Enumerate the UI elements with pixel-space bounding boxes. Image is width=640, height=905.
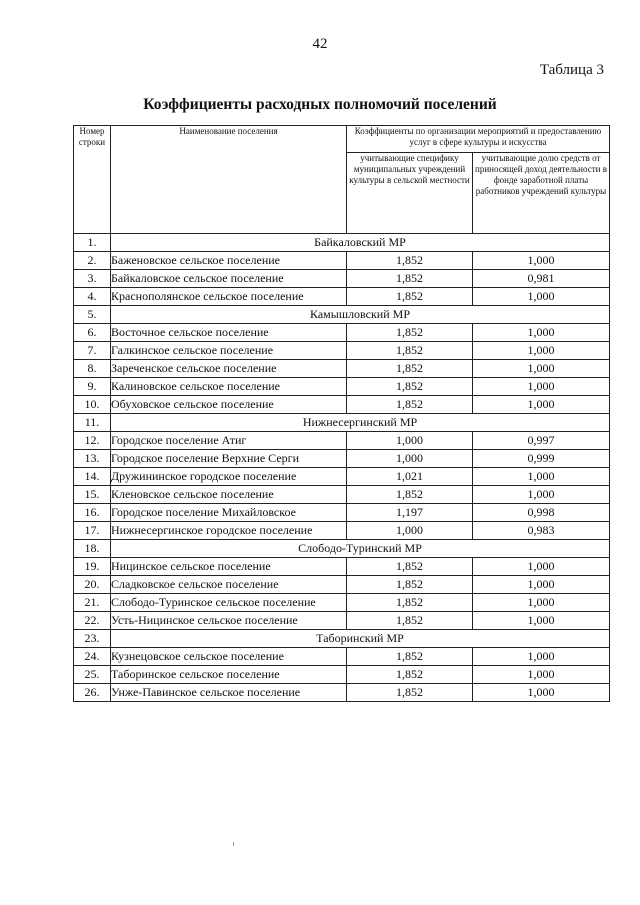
settlement-name: Усть-Ницинское сельское поселение bbox=[111, 612, 347, 630]
scan-mark bbox=[233, 842, 234, 846]
table-label: Таблица 3 bbox=[539, 62, 604, 78]
table-row bbox=[74, 450, 610, 468]
row-number: 5. bbox=[74, 306, 111, 324]
row-number: 13. bbox=[74, 450, 111, 468]
rural-coefficient: 1,852 bbox=[347, 360, 473, 378]
rural-coefficient: 1,852 bbox=[347, 378, 473, 396]
income-coefficient: 1,000 bbox=[473, 486, 610, 504]
rural-coefficient: 1,852 bbox=[347, 594, 473, 612]
district-row bbox=[74, 414, 610, 432]
rural-coefficient: 1,852 bbox=[347, 324, 473, 342]
rural-coefficient: 1,852 bbox=[347, 558, 473, 576]
settlement-name: Городское поселение Михайловское bbox=[111, 504, 347, 522]
table-body bbox=[74, 234, 610, 702]
rural-coefficient: 1,852 bbox=[347, 252, 473, 270]
settlement-name: Байкаловское сельское поселение bbox=[111, 270, 347, 288]
row-number: 10. bbox=[74, 396, 111, 414]
header-row-top bbox=[74, 126, 610, 153]
district-row bbox=[74, 540, 610, 558]
row-number: 14. bbox=[74, 468, 111, 486]
header-coefficients-group: Коэффициенты по организации мероприятий и предоставлению услуг в сфере культуры и искусства bbox=[347, 126, 610, 153]
settlement-name: Таборинское сельское поселение bbox=[111, 666, 347, 684]
row-number: 9. bbox=[74, 378, 111, 396]
income-coefficient: 1,000 bbox=[473, 360, 610, 378]
rural-coefficient: 1,852 bbox=[347, 576, 473, 594]
income-coefficient: 1,000 bbox=[473, 558, 610, 576]
income-coefficient: 0,997 bbox=[473, 432, 610, 450]
table-row bbox=[74, 684, 610, 702]
row-number: 20. bbox=[74, 576, 111, 594]
row-number: 2. bbox=[74, 252, 111, 270]
settlement-name: Городское поселение Верхние Серги bbox=[111, 450, 347, 468]
settlement-name: Калиновское сельское поселение bbox=[111, 378, 347, 396]
table-row bbox=[74, 288, 610, 306]
settlement-name: Слободо-Туринское сельское поселение bbox=[111, 594, 347, 612]
row-number: 18. bbox=[74, 540, 111, 558]
income-coefficient: 0,999 bbox=[473, 450, 610, 468]
rural-coefficient: 1,852 bbox=[347, 684, 473, 702]
header-row-number: Номер строки bbox=[74, 126, 111, 234]
settlement-name: Восточное сельское поселение bbox=[111, 324, 347, 342]
rural-coefficient: 1,852 bbox=[347, 648, 473, 666]
table-row bbox=[74, 612, 610, 630]
rural-coefficient: 1,852 bbox=[347, 396, 473, 414]
row-number: 1. bbox=[74, 234, 111, 252]
header-settlement-name: Наименование поселения bbox=[111, 126, 347, 234]
income-coefficient: 1,000 bbox=[473, 666, 610, 684]
rural-coefficient: 1,852 bbox=[347, 666, 473, 684]
settlement-name: Нижнесергинское городское поселение bbox=[111, 522, 347, 540]
row-number: 12. bbox=[74, 432, 111, 450]
income-coefficient: 1,000 bbox=[473, 396, 610, 414]
row-number: 19. bbox=[74, 558, 111, 576]
settlement-name: Кленовское сельское поселение bbox=[111, 486, 347, 504]
district-name: Байкаловский МР bbox=[111, 234, 610, 252]
settlement-name: Дружининское городское поселение bbox=[111, 468, 347, 486]
income-coefficient: 1,000 bbox=[473, 342, 610, 360]
rural-coefficient: 1,000 bbox=[347, 432, 473, 450]
rural-coefficient: 1,852 bbox=[347, 342, 473, 360]
district-row bbox=[74, 234, 610, 252]
rural-coefficient: 1,021 bbox=[347, 468, 473, 486]
district-row bbox=[74, 306, 610, 324]
header-rural-specifics: учитывающие специфику муниципальных учреждений культуры в сельской местности bbox=[347, 153, 473, 234]
row-number: 4. bbox=[74, 288, 111, 306]
income-coefficient: 0,998 bbox=[473, 504, 610, 522]
income-coefficient: 1,000 bbox=[473, 324, 610, 342]
coefficients-table bbox=[73, 125, 610, 702]
settlement-name: Галкинское сельское поселение bbox=[111, 342, 347, 360]
district-name: Нижнесергинский МР bbox=[111, 414, 610, 432]
row-number: 21. bbox=[74, 594, 111, 612]
income-coefficient: 1,000 bbox=[473, 594, 610, 612]
settlement-name: Городское поселение Атиг bbox=[111, 432, 347, 450]
table-row bbox=[74, 558, 610, 576]
income-coefficient: 0,981 bbox=[473, 270, 610, 288]
rural-coefficient: 1,852 bbox=[347, 270, 473, 288]
page-number: 42 bbox=[312, 36, 328, 52]
settlement-name: Краснополянское сельское поселение bbox=[111, 288, 347, 306]
table-row bbox=[74, 648, 610, 666]
income-coefficient: 1,000 bbox=[473, 288, 610, 306]
income-coefficient: 1,000 bbox=[473, 648, 610, 666]
rural-coefficient: 1,852 bbox=[347, 486, 473, 504]
income-coefficient: 1,000 bbox=[473, 684, 610, 702]
table-header bbox=[74, 126, 610, 234]
row-number: 8. bbox=[74, 360, 111, 378]
settlement-name: Сладковское сельское поселение bbox=[111, 576, 347, 594]
row-number: 16. bbox=[74, 504, 111, 522]
table-row bbox=[74, 270, 610, 288]
income-coefficient: 1,000 bbox=[473, 576, 610, 594]
income-coefficient: 1,000 bbox=[473, 252, 610, 270]
table-row bbox=[74, 594, 610, 612]
rural-coefficient: 1,000 bbox=[347, 522, 473, 540]
row-number: 26. bbox=[74, 684, 111, 702]
district-name: Камышловский МР bbox=[111, 306, 610, 324]
table-row bbox=[74, 342, 610, 360]
district-row bbox=[74, 630, 610, 648]
settlement-name: Кузнецовское сельское поселение bbox=[111, 648, 347, 666]
row-number: 24. bbox=[74, 648, 111, 666]
income-coefficient: 0,983 bbox=[473, 522, 610, 540]
settlement-name: Зареченское сельское поселение bbox=[111, 360, 347, 378]
row-number: 23. bbox=[74, 630, 111, 648]
table-row bbox=[74, 468, 610, 486]
table-row bbox=[74, 522, 610, 540]
district-name: Таборинский МР bbox=[111, 630, 610, 648]
district-name: Слободо-Туринский МР bbox=[111, 540, 610, 558]
table-row bbox=[74, 576, 610, 594]
row-number: 3. bbox=[74, 270, 111, 288]
income-coefficient: 1,000 bbox=[473, 378, 610, 396]
table-row bbox=[74, 396, 610, 414]
table-row bbox=[74, 432, 610, 450]
table-row bbox=[74, 486, 610, 504]
income-coefficient: 1,000 bbox=[473, 612, 610, 630]
row-number: 7. bbox=[74, 342, 111, 360]
table-row bbox=[74, 378, 610, 396]
table-row bbox=[74, 324, 610, 342]
settlement-name: Унже-Павинское сельское поселение bbox=[111, 684, 347, 702]
header-income-share: учитывающие долю средств от приносящей доход деятельности в фонде заработной платы работников учреждений культуры bbox=[473, 153, 610, 234]
settlement-name: Баженовское сельское поселение bbox=[111, 252, 347, 270]
row-number: 6. bbox=[74, 324, 111, 342]
row-number: 15. bbox=[74, 486, 111, 504]
rural-coefficient: 1,197 bbox=[347, 504, 473, 522]
table-row bbox=[74, 360, 610, 378]
table-row bbox=[74, 252, 610, 270]
settlement-name: Ницинское сельское поселение bbox=[111, 558, 347, 576]
rural-coefficient: 1,852 bbox=[347, 288, 473, 306]
row-number: 22. bbox=[74, 612, 111, 630]
income-coefficient: 1,000 bbox=[473, 468, 610, 486]
table-row bbox=[74, 504, 610, 522]
table-row bbox=[74, 666, 610, 684]
rural-coefficient: 1,852 bbox=[347, 612, 473, 630]
row-number: 25. bbox=[74, 666, 111, 684]
rural-coefficient: 1,000 bbox=[347, 450, 473, 468]
settlement-name: Обуховское сельское поселение bbox=[111, 396, 347, 414]
row-number: 11. bbox=[74, 414, 111, 432]
page-title: Коэффициенты расходных полномочий поселений bbox=[143, 96, 497, 113]
row-number: 17. bbox=[74, 522, 111, 540]
